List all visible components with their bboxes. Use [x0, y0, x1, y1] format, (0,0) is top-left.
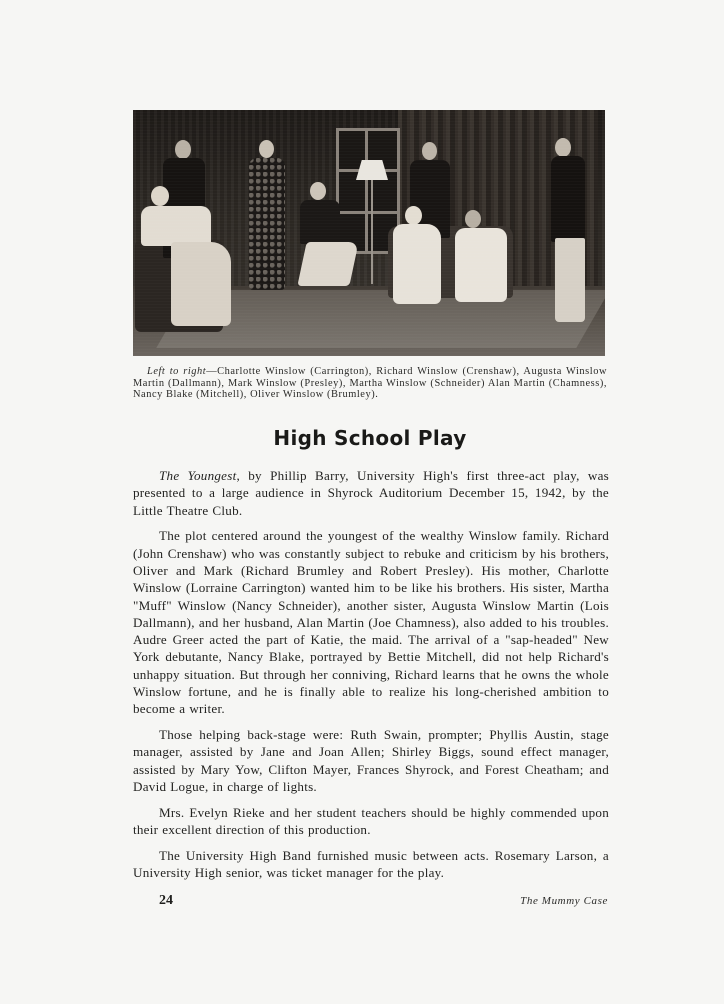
- article-paragraph: [133, 527, 609, 717]
- cast-photo: [133, 110, 605, 356]
- article-paragraph: [133, 847, 609, 882]
- photo-caption: [133, 366, 607, 401]
- paragraph-text: Mrs. Evelyn Rieke and her student teachers should be highly commended upon their excellent direction of this production.: [133, 804, 609, 838]
- paragraph-text: , by Phillip Barry, University High's first three-act play, was presented to a large audience in Shyrock Auditorium December 15, 1942, by the Little Theatre Club.: [133, 468, 609, 518]
- article-paragraph: [133, 804, 609, 839]
- paragraph-text: Those helping back-stage were: Ruth Swain, prompter; Phyllis Austin, stage manager, assisted by Jane and Joan Allen; Shirley Biggs, sound effect manager, assisted by Mary Yow, Clifton Mayer, Frances Shyrock, and Forest Cheatham; and David Logue, in charge of lights.: [133, 727, 609, 795]
- publication-title: The Mummy Case: [520, 895, 608, 907]
- article-title: High School Play: [273, 426, 467, 450]
- article-paragraph: [133, 467, 609, 519]
- paragraph-text: The University High Band furnished music between acts. Rosemary Larson, a University High senior, was ticket manager for the play.: [133, 847, 609, 881]
- caption-lead: Left to right: [147, 366, 207, 377]
- caption-text: —Charlotte Winslow (Carrington), Richard Winslow (Crenshaw), Augusta Winslow Martin (Dallmann), Mark Winslow (Presley), Martha Winslow (Schneider) Alan Martin (Chamness), Nancy Blake (Mitchell), Oliver Winslow (Brumley).: [133, 366, 607, 401]
- paragraph-text: The plot centered around the youngest of the wealthy Winslow family. Richard (John Crenshaw) who was constantly subject to rebuke and criticism by his brothers, Oliver and Mark (Richard Brumley and Robert Presley). His mother, Charlotte Winslow (Lorraine Carrington) wanted him to be like his brothers. His sister, Martha "Muff" Winslow (Nancy Schneider), another sister, Augusta Winslow Martin (Lois Dallmann), and her husband, Alan Martin (Joe Chamness), also added to his troubles. Audre Greer acted the part of Katie, the maid. The arrival of a "sap-headed" New York debutante, Nancy Blake, portrayed by Bettie Mitchell, did not help Richard's unhappy situation. But through her conniving, Richard learns that he owns the whole Winslow fortune, and he is finally able to realize his long-cherished ambition to become a writer.: [133, 528, 609, 717]
- page-number: 24: [159, 893, 173, 908]
- photo-lamp-pole: [371, 180, 373, 284]
- article-body: [133, 467, 609, 890]
- play-title: The Youngest: [159, 468, 237, 483]
- article-paragraph: [133, 726, 609, 795]
